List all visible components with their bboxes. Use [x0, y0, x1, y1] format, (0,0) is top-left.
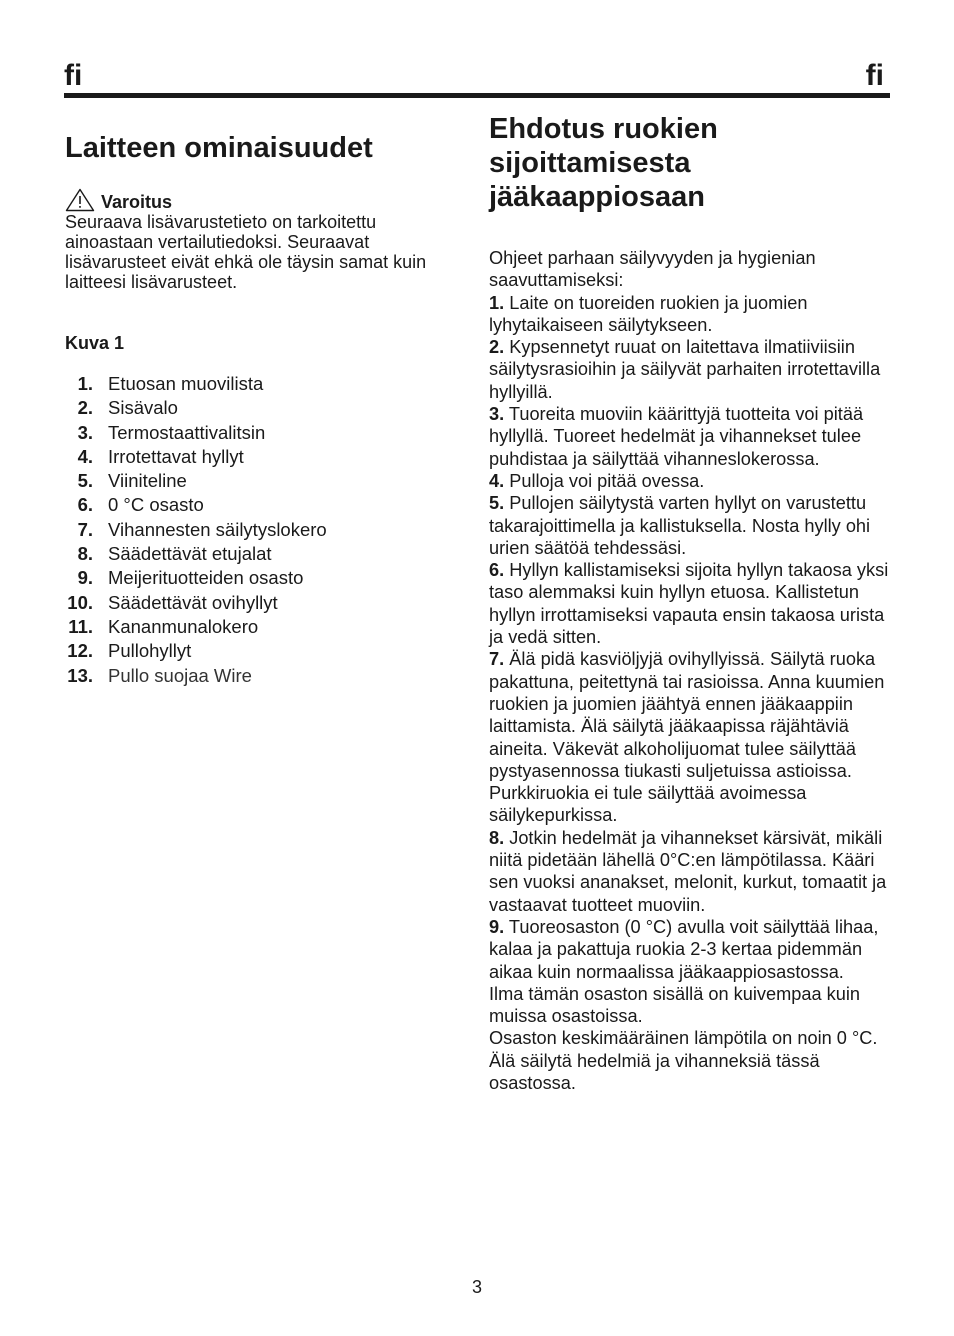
- item-number: 9.: [489, 916, 505, 937]
- warning-box: [65, 188, 465, 292]
- instruction-item: [489, 916, 893, 983]
- warning-triangle-icon: [65, 188, 95, 212]
- item-number: 7.: [77, 518, 93, 540]
- item-text: Kananmunalokero: [108, 615, 259, 637]
- item-text: Säädettävät etujalat: [108, 543, 272, 565]
- item-text: Säädettävät ovihyllyt: [108, 591, 278, 613]
- item-text: Jotkin hedelmät ja vihannekset kärsivät, mikäli niitä pidetään lähellä 0°C:en lämpötilassa. Kääri sen vuoksi ananakset, melonit, kurkut, tomaatit ja vastaavat tuotteet muoviin.: [489, 827, 887, 915]
- item-text: Pullo suojaa Wire: [108, 664, 252, 686]
- right-column: [489, 112, 893, 1094]
- instruction-item: [489, 648, 893, 826]
- item-number: 3.: [77, 421, 93, 443]
- item-number: 9.: [77, 567, 93, 589]
- instruction-item: [489, 292, 893, 337]
- item-number: 2.: [77, 397, 93, 419]
- item-number: 4.: [489, 470, 505, 491]
- item-number: 12.: [67, 640, 93, 662]
- instruction-item: [489, 559, 893, 648]
- instruction-item: [489, 492, 893, 559]
- item-text: Älä pidä kasviöljyjä ovihyllyissä. Säilytä ruoka pakattuna, peitettynä tai rasioissa. Anna kuumien ruokien ja juomien jäähtyä ennen jääkaappiin laittamista. Älä säilytä jääkaapissa räjähtäviä aineita. Väkevät alkoholijuomat tulee säilyttää pystyasennossa tiukasti suljetuissa astioissa. Purkkiruokia ei tule säilyttää avoimessa säilykepurkissa.: [489, 649, 885, 826]
- list-item: [65, 615, 465, 639]
- item-text: Tuoreita muoviin käärittyjä tuotteita voi pitää hyllyllä. Tuoreet hedelmät ja vihannekset tulee puhdistaa ja säilyttää vihanneslokerossa.: [489, 404, 864, 469]
- item-number: 4.: [77, 445, 93, 467]
- instructions: [489, 247, 893, 1094]
- list-item: [65, 445, 465, 469]
- item-number: 8.: [489, 827, 505, 848]
- section-title-placement: [489, 112, 893, 214]
- warning-header: [65, 188, 465, 212]
- list-item: [65, 372, 465, 396]
- item-text: Tuoreosaston (0 °C) avulla voit säilyttää lihaa, kalaa ja pakattuja ruokia 2-3 kertaa pidemmän aikaa kuin normaalissa jääkaappiosastossa.: [489, 916, 879, 982]
- item-number: 8.: [77, 543, 93, 565]
- item-number: 6.: [489, 560, 505, 581]
- item-text: Sisävalo: [108, 397, 178, 419]
- section-title-features: Laitteen ominaisuudet: [65, 132, 373, 164]
- item-number: 5.: [77, 470, 93, 492]
- language-code-left: fi: [64, 59, 83, 92]
- page-number: 3: [471, 1277, 482, 1297]
- warning-title: Varoitus: [101, 192, 173, 212]
- left-column: [65, 128, 465, 688]
- item-text: Pullojen säilytystä varten hyllyt on varustettu takarajoittimella ja kallistuksella. Nosta hylly ohi urien säätöä tehdessäsi.: [489, 493, 871, 558]
- item-text: Hyllyn kallistamiseksi sijoita hyllyn takaosa yksi taso alemmaksi kuin hyllyn etuosa. Kallistetun hyllyn irrottamiseksi vapauta ensin takaosa urista ja vedä sitten.: [489, 560, 889, 648]
- figure-label: Kuva 1: [65, 333, 125, 353]
- list-item: [65, 493, 465, 517]
- item-number: 3.: [489, 404, 505, 425]
- language-code-right: fi: [865, 59, 884, 92]
- item-number: 13.: [67, 664, 93, 686]
- title-line: Ehdotus ruokien: [489, 113, 718, 145]
- instruction-item: [489, 403, 893, 470]
- item-number: 6.: [77, 494, 93, 516]
- item-number: 1.: [77, 373, 93, 394]
- header-rule: [64, 93, 890, 98]
- item-text: Pullohyllyt: [108, 640, 192, 662]
- extra-note: Ilma tämän osaston sisällä on kuivempaa kuin muissa osastoissa.: [489, 983, 861, 1027]
- item-number: 11.: [68, 615, 93, 637]
- list-item: [65, 518, 465, 542]
- item-number: 1.: [489, 292, 505, 313]
- list-item: [65, 542, 465, 566]
- item-number: 5.: [489, 493, 505, 514]
- item-text: 0 °C osasto: [108, 494, 204, 516]
- item-text: Irrotettavat hyllyt: [108, 445, 244, 467]
- item-text: Meijerituotteiden osasto: [108, 567, 304, 589]
- item-number: 10.: [67, 591, 93, 613]
- item-number: 2.: [489, 337, 505, 358]
- list-item: [65, 469, 465, 493]
- item-text: Etuosan muovilista: [108, 373, 264, 394]
- extra-note: Osaston keskimääräinen lämpötila on noin 0 °C.: [489, 1028, 878, 1049]
- item-text: Kypsennetyt ruuat on laitettava ilmatiiviisiin säilytysrasioihin ja säilyvät parhaiten irrotettavilla hyllyillä.: [489, 337, 881, 402]
- item-text: Pulloja voi pitää ovessa.: [504, 470, 705, 491]
- list-item: [65, 396, 465, 420]
- list-item: [65, 591, 465, 615]
- warning-text: Seuraava lisävarustetieto on tarkoitettu ainoastaan vertailutiedoksi. Seuraavat lisävarusteet eivät ehkä ole täysin samat kuin laitteesi lisävarusteet.: [65, 212, 427, 292]
- list-item: [65, 639, 465, 663]
- instruction-item: [489, 470, 893, 492]
- intro-text: Ohjeet parhaan säilyvyyden ja hygienian saavuttamiseksi:: [489, 248, 816, 291]
- title-line: sijoittamisesta: [489, 147, 691, 179]
- parts-list: [65, 372, 465, 688]
- item-text: Viiniteline: [108, 470, 187, 492]
- item-number: 7.: [489, 649, 505, 670]
- list-item: [65, 421, 465, 445]
- item-text: Laite on tuoreiden ruokien ja juomien lyhytaikaiseen säilytykseen.: [489, 292, 808, 335]
- title-line: jääkaappiosaan: [489, 181, 705, 213]
- item-text: Vihannesten säilytyslokero: [108, 518, 327, 540]
- extra-note: Älä säilytä hedelmiä ja vihanneksiä tässä osastossa.: [489, 1050, 820, 1093]
- list-item: [65, 664, 465, 688]
- instruction-item: [489, 336, 893, 403]
- instruction-item: [489, 827, 893, 916]
- list-item: [65, 566, 465, 590]
- item-text: Termostaattivalitsin: [108, 421, 266, 443]
